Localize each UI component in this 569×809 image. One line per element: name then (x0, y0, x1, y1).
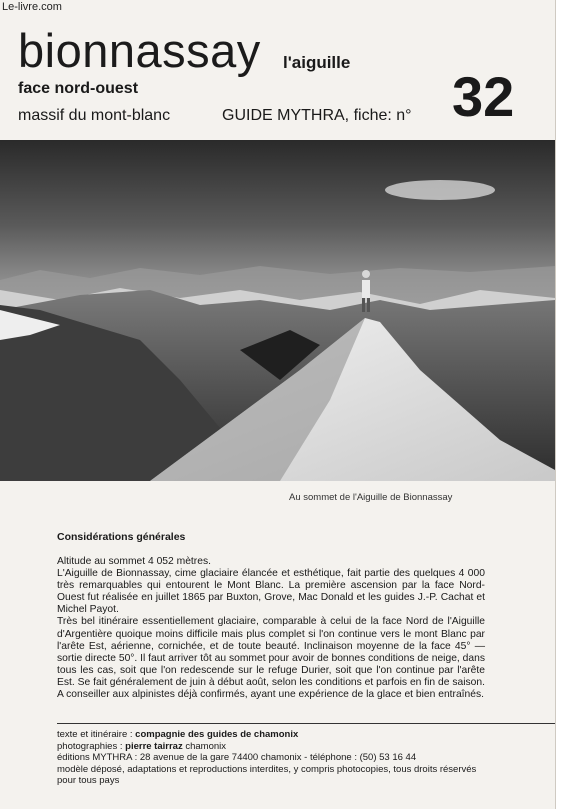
credit-photo-label: photographies : (57, 740, 123, 752)
credit-text-value: compagnie des guides de chamonix (135, 729, 299, 740)
page-subtitle: l'aiguille (283, 53, 351, 72)
paragraph: Très bel itinéraire essentiellement glaciaire, comparable à celui de la face Nord de l'Aiguille d'Argentière quoique moins difficile mais plus complet si l'on continue vers le mont Blanc par l'arête Est, aérienne, cornichée, et de toute beauté. Inclinaison moyenne de la face 45° — sortie directe 50°. Il faut arriver tôt au sommet pour avoir de bonnes conditions de neige, dans tous les cas, soit que l'on redescende sur le refuge Durier, soit que l'on continue par l'arête Est. Se fait généralement de juin à début août, selon les conditions et parfois en fin de saison. A conseiller aux alpinistes déjà confirmés, ayant une expérience de la glace et bien entraînés. (57, 616, 485, 701)
section-body (57, 556, 485, 701)
paragraph: Altitude au sommet 4 052 mètres. (57, 556, 211, 567)
page-title: bionnassay (18, 24, 261, 77)
section-title: Considérations générales (57, 531, 186, 543)
credit-rights: modèle déposé, adaptations et reproductions interdites, y compris photocopies, tous droits réservés pour tous pays (57, 763, 477, 786)
summit-photo (0, 140, 555, 481)
credit-text-label: texte et itinéraire : (57, 729, 133, 740)
credits (57, 729, 497, 787)
massif-label: massif du mont-blanc (18, 107, 171, 124)
credit-photo-line (57, 741, 497, 753)
credit-text-line (57, 729, 497, 741)
photo-caption: Au sommet de l'Aiguille de Bionnassay (289, 492, 453, 503)
watermark: Le-livre.com (2, 1, 62, 13)
route-face: face nord-ouest (18, 80, 139, 97)
fiche-number: 32 (452, 65, 515, 128)
credit-photo-place: chamonix (185, 740, 227, 752)
paragraph: L'Aiguille de Bionnassay, cime glaciaire élancée et esthétique, fait partie des quelques 4 000 très remarquables qui entourent le Mont Blanc. La première ascension par la face Nord-Ouest fut réalisée en juillet 1865 par Buxton, Grove, Mac Donald et les guides J.-P. Cachat et Michel Payot. (57, 568, 485, 616)
credit-editions: éditions MYTHRA : 28 avenue de la gare 74400 chamonix - téléphone : (50) 53 16 44 (57, 752, 417, 763)
divider (57, 723, 555, 724)
credit-photo-value: pierre tairraz (125, 740, 183, 752)
guide-label: GUIDE MYTHRA, fiche: n° (222, 107, 412, 124)
